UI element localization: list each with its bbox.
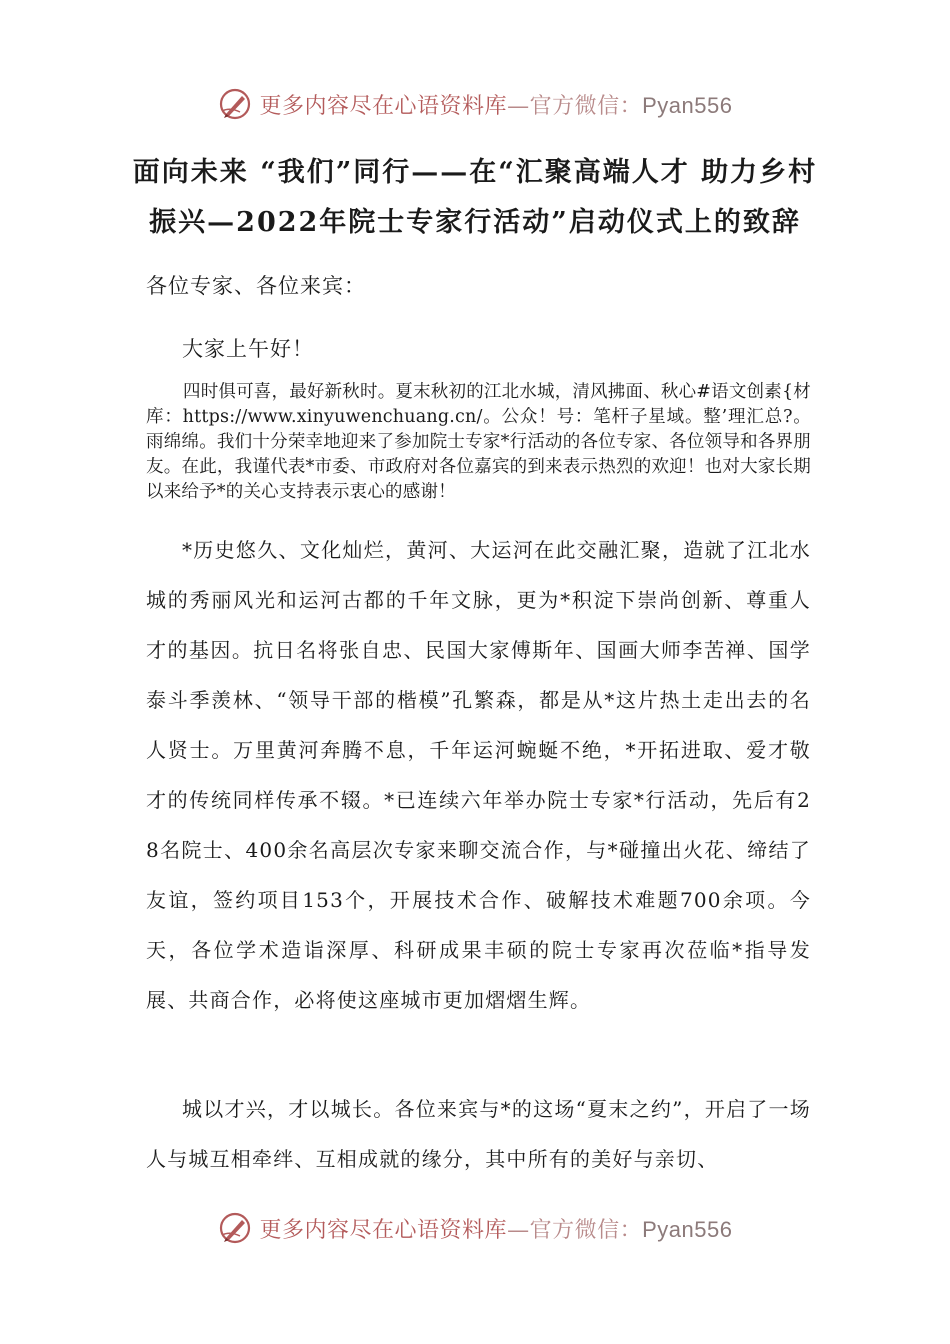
watermark-wechat-label: 官方微信： [529,93,643,119]
watermark-dash: — [507,1217,530,1243]
paragraph-1-text: 四时俱可喜，最好新秋时。夏末秋初的江北水城，清风拂面、秋心#语文创素{材库：https://www.xinyuwenchuang.cn/。公众！号：笔杆子星域。整’理汇总?。雨绵绵。我们十分荣幸地迎来了参加院士专家*行活动的各位专家、各位领导和各界朋友。在此，我谨代表*市委、市政府对各位嘉宾的到来表示热烈的欢迎！也对大家长期以来给予*的关心支持表示衷心的感谢！ [146,382,811,502]
document-title-line-2: 振兴—2022年院士专家行活动”启动仪式上的致辞 [149,207,801,238]
pen-logo-icon [218,87,252,121]
watermark-dash: — [507,93,530,119]
paragraph-3 [146,1084,811,1184]
watermark-wechat-id: Pyan556 [642,92,733,118]
watermark-text [260,1213,733,1244]
watermark-brand: 更多内容尽在心语资料库 [259,93,508,119]
watermark-text [260,89,733,120]
footer-watermark [0,1208,950,1248]
paragraph-2 [146,525,811,1025]
header-watermark [0,84,950,124]
document-title-line-1: 面向未来 “我们”同行——在“汇聚高端人才 助力乡村 [132,157,818,188]
greeting: 大家上午好！ [182,337,314,361]
paragraph-1 [146,380,811,505]
salutation: 各位专家、各位来宾： [146,274,366,298]
paragraph-2-text: *历史悠久、文化灿烂，黄河、大运河在此交融汇聚，造就了江北水城的秀丽风光和运河古都的千年文脉，更为*积淀下崇尚创新、尊重人才的基因。抗日名将张自忠、民国大家傅斯年、国画大师李苦禅、国学泰斗季羡林、“领导干部的楷模”孔繁森，都是从*这片热土走出去的名人贤士。万里黄河奔腾不息，千年运河蜿蜒不绝，*开拓进取、爱才敬才的传统同样传承不辍。*已连续六年举办院士专家*行活动，先后有28名院士、400余名高层次专家来聊交流合作，与*碰撞出火花、缔结了友谊，签约项目153个，开展技术合作、破解技术难题700余项。今天，各位学术造诣深厚、科研成果丰硕的院士专家再次莅临*指导发展、共商合作，必将使这座城市更加熠熠生辉。 [146,538,811,1012]
pen-logo-icon [218,1211,252,1245]
watermark-wechat-id: Pyan556 [642,1216,733,1242]
watermark-brand: 更多内容尽在心语资料库 [259,1217,508,1243]
paragraph-3-text: 城以才兴，才以城长。各位来宾与*的这场“夏末之约”，开启了一场人与城互相牵绊、互相成就的缘分，其中所有的美好与亲切、 [146,1097,811,1171]
watermark-wechat-label: 官方微信： [529,1217,643,1243]
